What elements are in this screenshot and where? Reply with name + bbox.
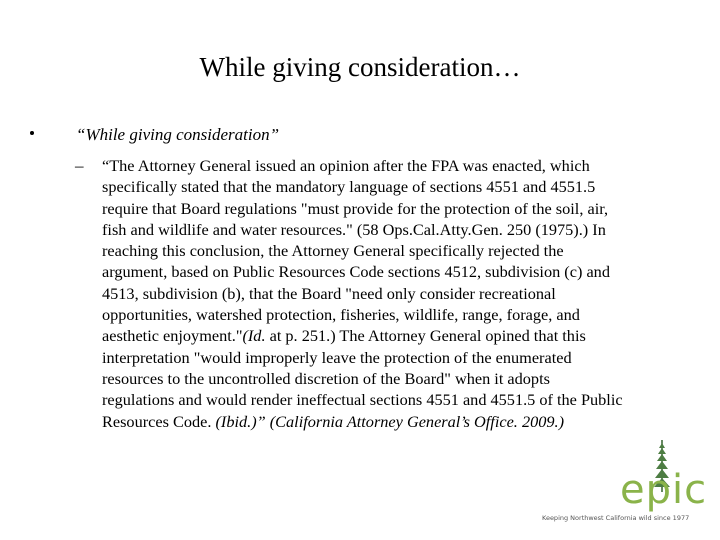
bullet-text: “While giving consideration” xyxy=(76,125,280,144)
logo-wordmark: epic xyxy=(620,467,708,513)
logo-tagline: Keeping Northwest California wild since 1977 xyxy=(542,514,690,522)
quotation-segment: regulations and would render ineffectual sections 4551 and 4551.5 of the Public xyxy=(102,390,623,410)
quotation-body xyxy=(102,155,687,432)
quotation-line xyxy=(102,261,687,282)
quotation-segment: aesthetic enjoyment." xyxy=(102,326,243,346)
quotation-segment: interpretation "would improperly leave the protection of the enumerated xyxy=(102,347,572,367)
epic-logo xyxy=(540,440,720,530)
quotation-segment: 4513, subdivision (b), that the Board "need only consider recreational xyxy=(102,283,556,303)
quotation-line xyxy=(102,240,687,261)
quotation-line xyxy=(102,219,687,240)
quotation-segment: (Ibid.)” (California Attorney General’s Office. 2009.) xyxy=(215,411,565,431)
quotation-line xyxy=(102,176,687,197)
quotation-line xyxy=(102,155,687,176)
slide-title: While giving consideration… xyxy=(199,52,521,82)
quotation-line xyxy=(102,411,687,432)
bullet-dot-icon xyxy=(30,131,34,135)
quotation-segment: fish and wildlife and water resources." (58 Ops.Cal.Atty.Gen. 250 (1975).) In xyxy=(102,219,606,239)
quotation-segment: Resources Code. xyxy=(102,411,216,431)
quotation-line xyxy=(102,347,687,368)
quotation-line xyxy=(102,389,687,410)
quotation-segment: reaching this conclusion, the Attorney General specifically rejected the xyxy=(102,241,564,261)
quotation-line xyxy=(102,283,687,304)
sub-bullet-dash: – xyxy=(75,156,84,175)
quotation-segment: argument, based on Public Resources Code sections 4512, subdivision (c) and xyxy=(102,262,610,282)
quotation-segment: specifically stated that the mandatory language of sections 4551 and 4551.5 xyxy=(102,177,596,197)
quotation-segment: opportunities, watershed protection, fisheries, wildlife, range, forage, and xyxy=(102,305,580,325)
quotation-line xyxy=(102,325,687,346)
quotation-segment: require that Board regulations "must provide for the protection of the soil, air, xyxy=(102,198,609,218)
quotation-line xyxy=(102,368,687,389)
quotation-segment: at p. 251.) The Attorney General opined that this xyxy=(265,326,586,346)
quotation-line xyxy=(102,304,687,325)
quotation-line xyxy=(102,198,687,219)
quotation-segment: “The Attorney General issued an opinion after the FPA was enacted, which xyxy=(102,156,590,175)
quotation-segment: (Id. xyxy=(242,326,266,346)
quotation-segment: resources to the uncontrolled discretion of the Board" when it adopts xyxy=(102,368,550,388)
